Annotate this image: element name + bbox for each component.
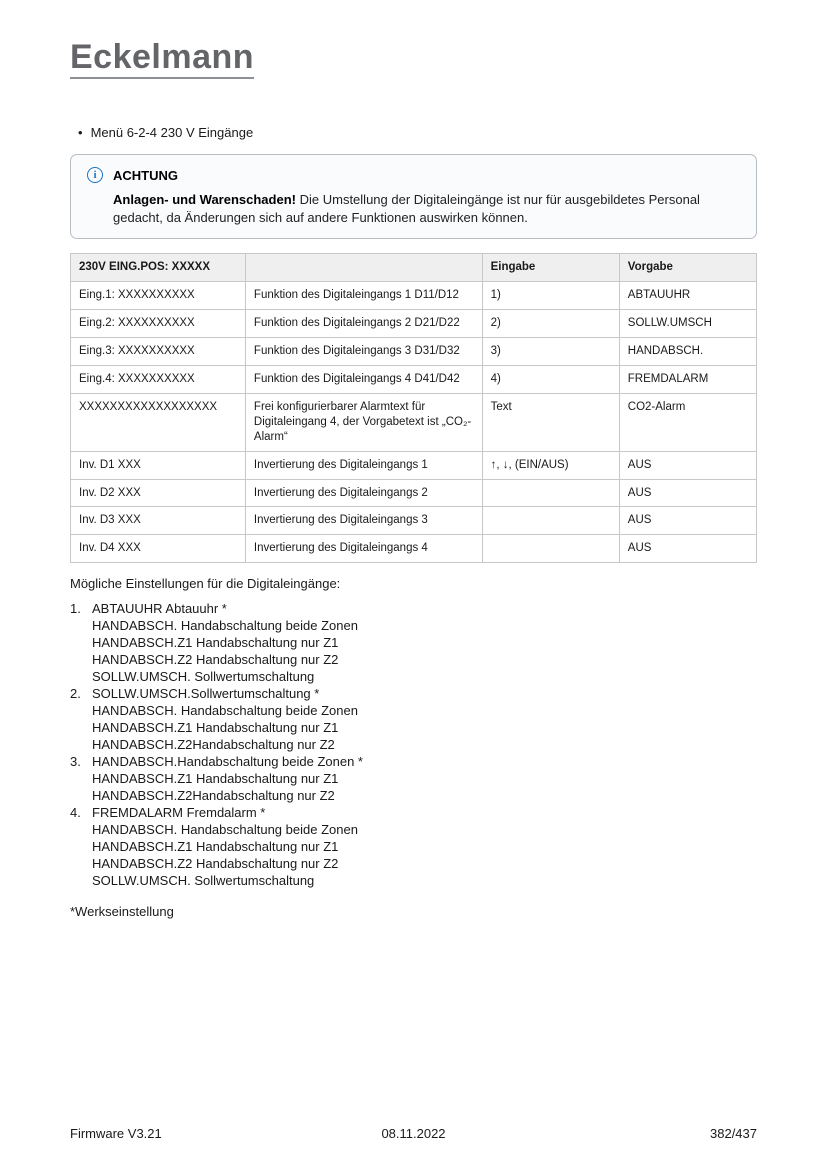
table-cell: 2) — [482, 309, 619, 337]
page-footer — [70, 1126, 757, 1141]
table-cell — [482, 479, 619, 507]
table-cell: Funktion des Digitaleingangs 2 D21/D22 — [245, 309, 482, 337]
footer-page-number: 382/437 — [710, 1126, 757, 1141]
table-cell: AUS — [619, 479, 756, 507]
table-cell: 3) — [482, 337, 619, 365]
table-cell: Frei konfigurierbarer Alarmtext für Digitaleingang 4, der Vorgabetext ist „CO₂-Alarm“ — [245, 393, 482, 451]
table-cell — [482, 535, 619, 563]
table-cell: Invertierung des Digitaleingangs 1 — [245, 451, 482, 479]
column-header: 230V EING.POS: XXXXX — [71, 254, 246, 282]
table-cell — [482, 507, 619, 535]
column-header — [245, 254, 482, 282]
table-cell: ↑, ↓, (EIN/AUS) — [482, 451, 619, 479]
list-item-number: 3. — [70, 754, 81, 770]
table-cell: Eing.2: XXXXXXXXXX — [71, 309, 246, 337]
table-cell: SOLLW.UMSCH — [619, 309, 756, 337]
list-line: HANDABSCH.Z1 Handabschaltung nur Z1 — [92, 635, 339, 651]
list-item — [70, 753, 757, 804]
list-line: HANDABSCH. Handabschaltung beide Zonen — [92, 703, 358, 719]
table-row — [71, 451, 757, 479]
table-row — [71, 535, 757, 563]
table-cell: Text — [482, 393, 619, 451]
list-line: HANDABSCH.Z2Handabschaltung nur Z2 — [92, 737, 335, 753]
list-item-number: 4. — [70, 805, 81, 821]
info-icon: i — [87, 167, 103, 183]
list-line: ABTAUUHR Abtauuhr * — [92, 601, 227, 617]
table-row — [71, 365, 757, 393]
list-item — [70, 804, 757, 889]
eckelmann-logo: Eckelmann — [70, 40, 254, 79]
table-cell: Invertierung des Digitaleingangs 2 — [245, 479, 482, 507]
table-head — [71, 254, 757, 282]
factory-setting-footnote: *Werkseinstellung — [70, 904, 174, 920]
table-cell: Funktion des Digitaleingangs 3 D31/D32 — [245, 337, 482, 365]
table-row — [71, 507, 757, 535]
warning-notice-box — [70, 154, 757, 239]
table-cell: Inv. D1 XXX — [71, 451, 246, 479]
table-row — [71, 337, 757, 365]
list-line: HANDABSCH.Z1 Handabschaltung nur Z1 — [92, 771, 339, 787]
list-item-lines — [92, 804, 358, 889]
list-item-lines — [92, 753, 363, 804]
list-line: HANDABSCH. Handabschaltung beide Zonen — [92, 618, 358, 634]
bullet-icon: • — [78, 125, 83, 140]
table-cell: AUS — [619, 451, 756, 479]
parameter-table — [70, 253, 757, 563]
list-line: HANDABSCH.Handabschaltung beide Zonen * — [92, 754, 363, 770]
table-cell: ABTAUUHR — [619, 282, 756, 310]
table-cell: Invertierung des Digitaleingangs 4 — [245, 535, 482, 563]
table-cell: AUS — [619, 535, 756, 563]
table-cell: AUS — [619, 507, 756, 535]
list-line: FREMDALARM Fremdalarm * — [92, 805, 266, 821]
table-cell: Invertierung des Digitaleingangs 3 — [245, 507, 482, 535]
list-line: HANDABSCH. Handabschaltung beide Zonen — [92, 822, 358, 838]
list-item — [70, 600, 757, 685]
table-cell: 4) — [482, 365, 619, 393]
settings-intro: Mögliche Einstellungen für die Digitaleingänge: — [70, 576, 341, 592]
table-cell: Inv. D3 XXX — [71, 507, 246, 535]
notice-header — [87, 167, 740, 183]
list-line: SOLLW.UMSCH.Sollwertumschaltung * — [92, 686, 320, 702]
list-item-lines — [92, 685, 358, 753]
table-cell: Eing.3: XXXXXXXXXX — [71, 337, 246, 365]
list-item — [70, 685, 757, 753]
table-row — [71, 393, 757, 451]
list-item-lines — [92, 600, 358, 685]
list-item-number: 2. — [70, 686, 81, 702]
list-line: SOLLW.UMSCH. Sollwertumschaltung — [92, 669, 315, 685]
table-cell: Funktion des Digitaleingangs 1 D11/D12 — [245, 282, 482, 310]
list-line: SOLLW.UMSCH. Sollwertumschaltung — [92, 873, 315, 889]
list-line: HANDABSCH.Z2 Handabschaltung nur Z2 — [92, 856, 339, 872]
notice-lead: Anlagen- und Warenschaden! — [113, 192, 296, 207]
table-cell: XXXXXXXXXXXXXXXXXX — [71, 393, 246, 451]
table-header-row — [71, 254, 757, 282]
settings-list — [70, 600, 757, 889]
table-cell: HANDABSCH. — [619, 337, 756, 365]
table-row — [71, 309, 757, 337]
table-cell: CO2-Alarm — [619, 393, 756, 451]
column-header: Eingabe — [482, 254, 619, 282]
footer-firmware: Firmware V3.21 — [70, 1126, 162, 1141]
table-cell: Inv. D4 XXX — [71, 535, 246, 563]
notice-text: Die Umstellung der Digitaleingänge ist nur für ausgebildetes Personal gedacht, da Änderungen sich auf andere Funktionen auswirken können. — [113, 192, 700, 225]
table-body — [71, 282, 757, 563]
footer-date: 08.11.2022 — [381, 1126, 446, 1141]
table-cell: FREMDALARM — [619, 365, 756, 393]
list-line: HANDABSCH.Z2 Handabschaltung nur Z2 — [92, 652, 339, 668]
notice-body — [113, 191, 740, 226]
column-header: Vorgabe — [619, 254, 756, 282]
menu-reference-text: Menü 6-2-4 230 V Eingänge — [90, 125, 254, 140]
list-line: HANDABSCH.Z1 Handabschaltung nur Z1 — [92, 720, 339, 736]
list-line: HANDABSCH.Z2Handabschaltung nur Z2 — [92, 788, 335, 804]
table-row — [71, 282, 757, 310]
notice-title: ACHTUNG — [113, 167, 178, 183]
table-cell: Inv. D2 XXX — [71, 479, 246, 507]
table-cell: Funktion des Digitaleingangs 4 D41/D42 — [245, 365, 482, 393]
table-cell: 1) — [482, 282, 619, 310]
menu-reference — [70, 125, 757, 140]
table-cell: Eing.4: XXXXXXXXXX — [71, 365, 246, 393]
table-row — [71, 479, 757, 507]
list-line: HANDABSCH.Z1 Handabschaltung nur Z1 — [92, 839, 339, 855]
list-item-number: 1. — [70, 601, 81, 617]
table-cell: Eing.1: XXXXXXXXXX — [71, 282, 246, 310]
